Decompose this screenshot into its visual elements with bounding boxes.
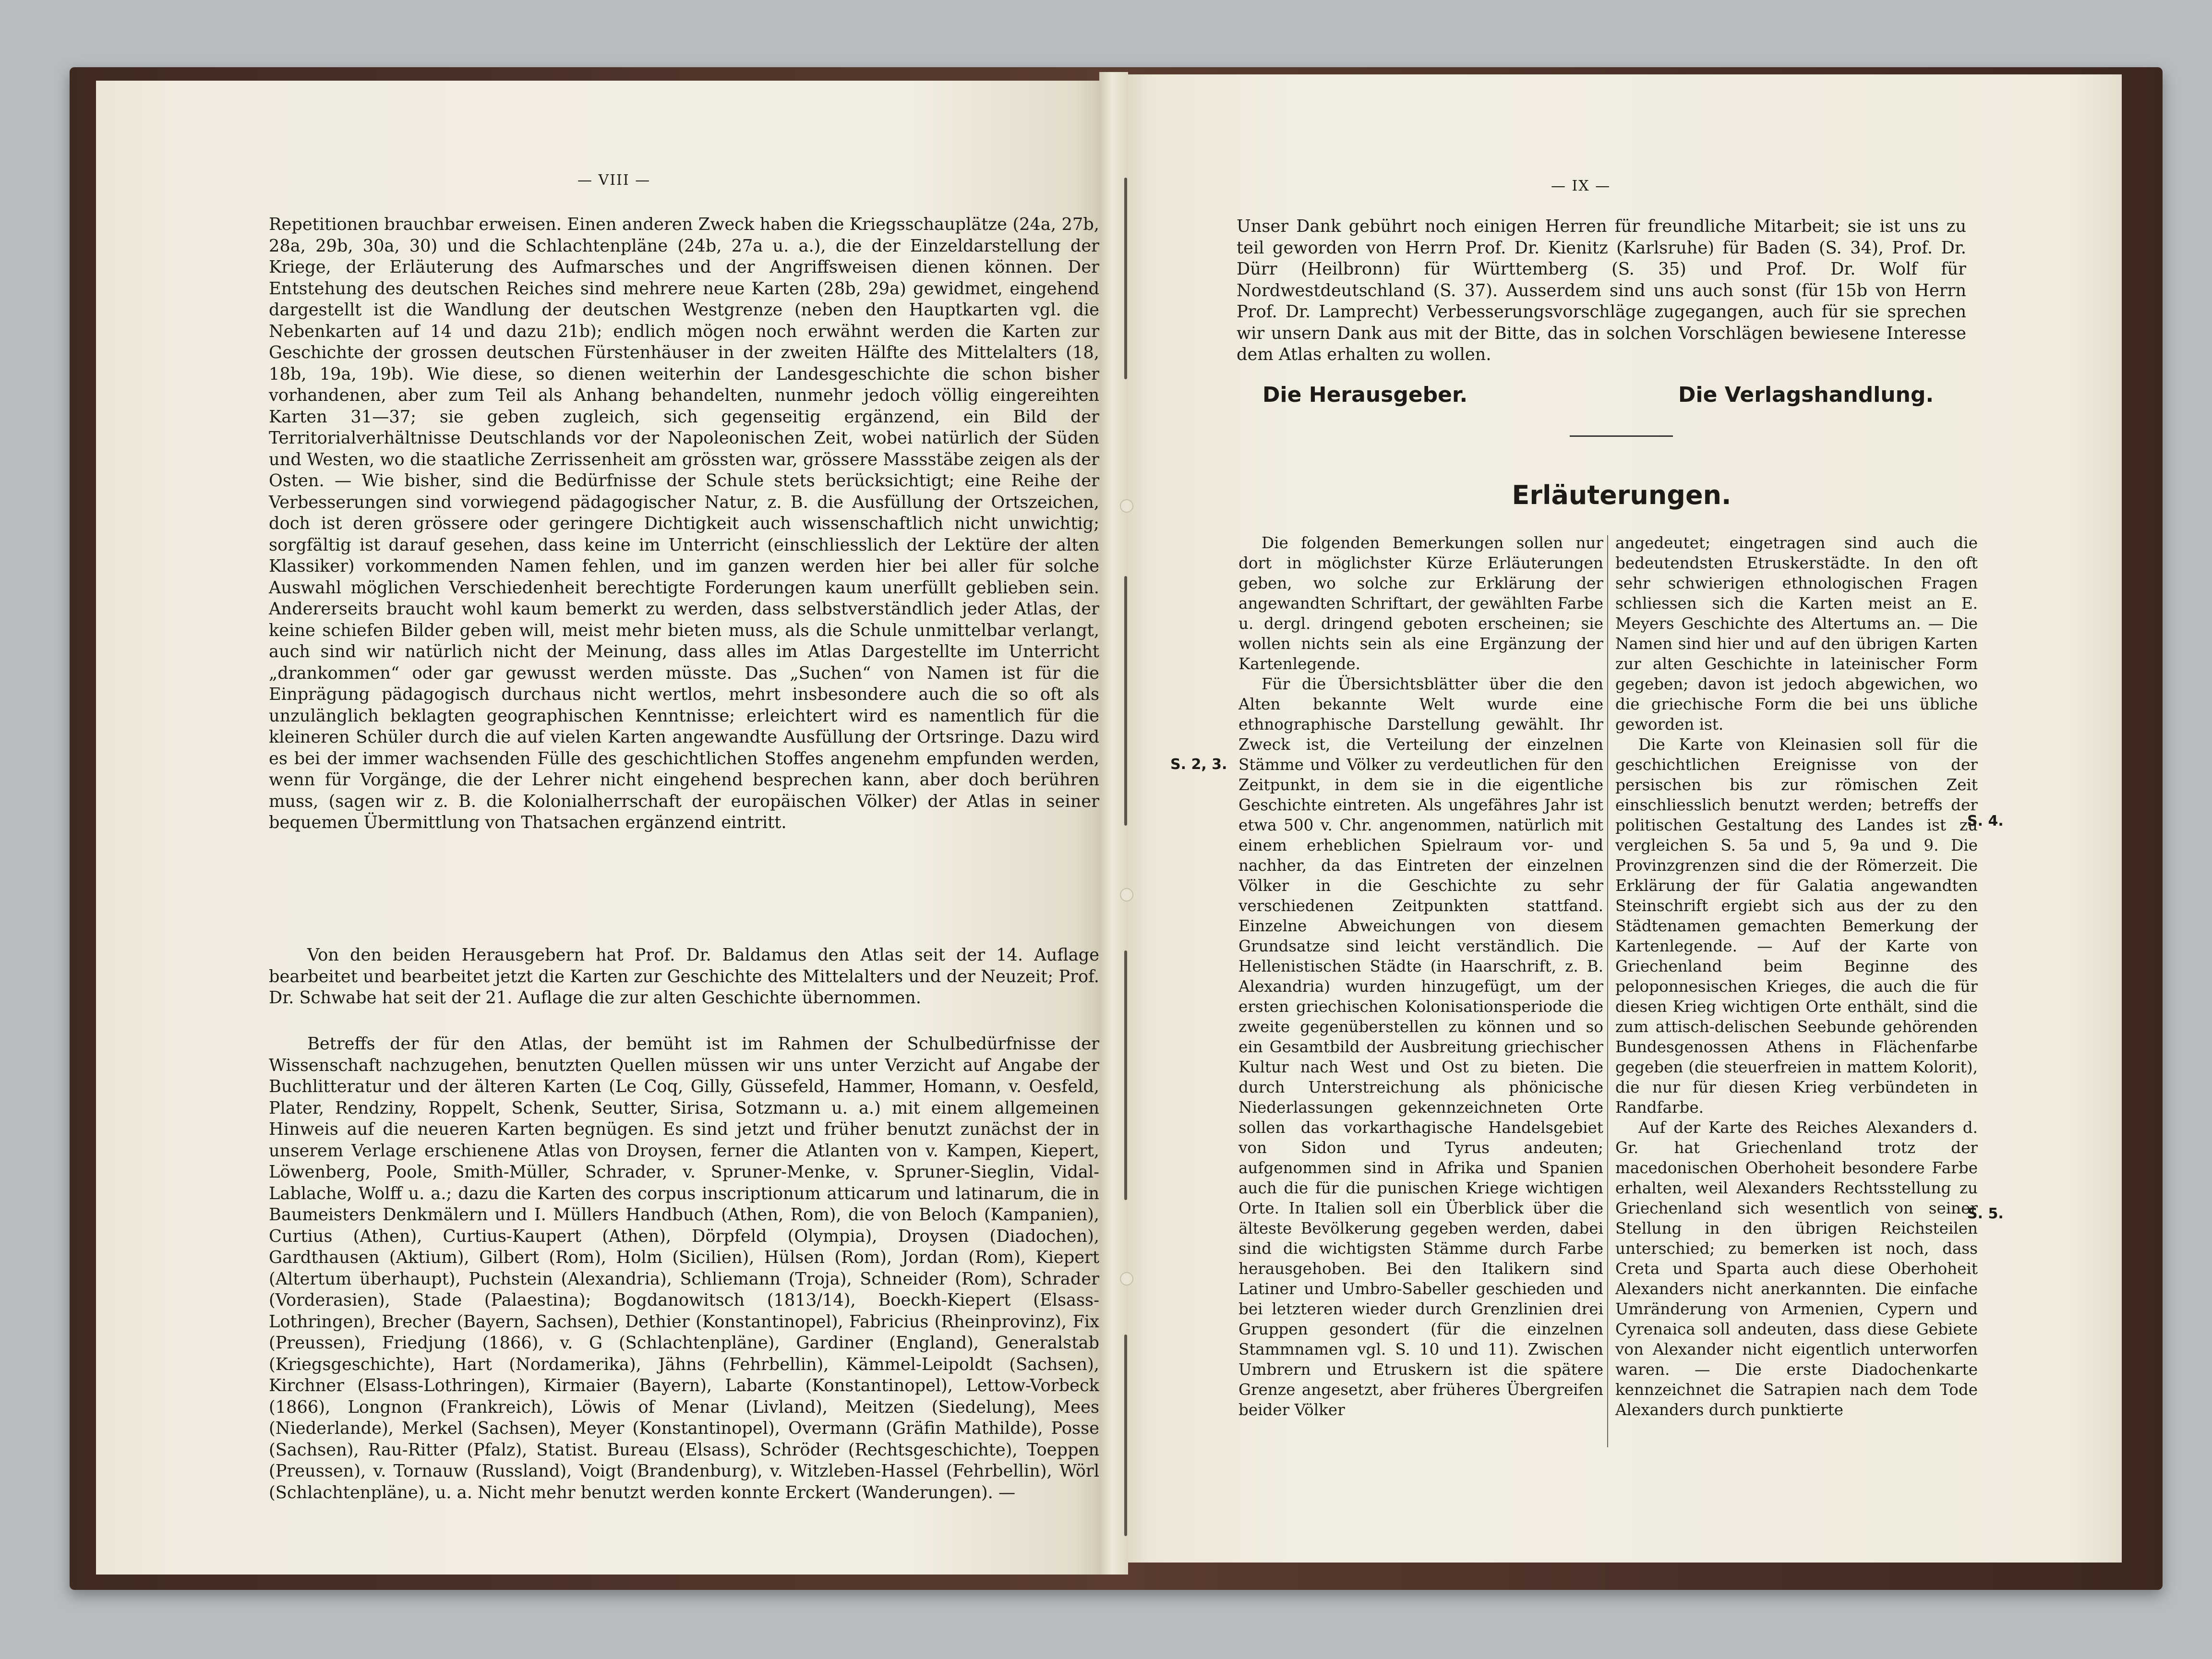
paragraph: angedeutet; eingetragen sind auch die bedeutendsten Etruskerstädte. In den oft sehr schwierigen ethnologischen Fragen schliessen sich die Karten meist an E. Meyers Geschichte des Altertums an. — Die Namen sind hier und auf den übrigen Karten zur alten Geschichte in lateinischer Form gegeben; davon ist jedoch abgewichen, wo die griechische Form die bei uns übliche geworden ist. (1615, 534, 1978, 733)
margin-note: S. 5. (1967, 1205, 2004, 1222)
paragraph: Auf der Karte des Reiches Alexanders d. Gr. hat Griechenland trotz der macedonischen Oberhoheit besondere Farbe erhalten, weil Alexanders Rechtsstellung zu Griechenland sich wesentlich von seiner Stellung in den übrigen Reichsteilen unterschied; zu bemerken ist noch, dass Creta und Sparta auch diese Oberhoheit Alexanders nicht anerkannten. Die einfache Umränderung von Armenien, Cypern und Cyrenaica soll andeuten, dass diese Gebiete von Alexander nicht eigentlich unterworfen waren. — Die erste Diadochenkarte kennzeichnet die Satrapien nach dem Tode Alexanders durch punktierte (1615, 1118, 1978, 1419)
right-page (1113, 74, 2122, 1563)
acknowledgement-paragraph: Unser Dank gebührt noch einigen Herren für freundliche Mitarbeit; sie ist uns zu teil geworden von Herrn Prof. Dr. Kienitz (Karlsruhe) für Baden (S. 34), Prof. Dr. Dürr (Heilbronn) für Württemberg (S. 35) und Prof. Dr. Wolf für Nordwestdeutschland (S. 37). Ausserdem sind uns auch sonst (für 15b von Herrn Prof. Dr. Lamprecht) Verbesserungsvorschläge zugegangen, auch für sie sprechen wir unsern Dank aus mit der Bitte, das in solchen Vorschlägen bewiesene Interesse dem Atlas erhalten zu wollen. (1237, 216, 1966, 364)
binding-thread (1124, 576, 1127, 826)
binding-hole (1120, 499, 1133, 513)
binding-thread (1124, 950, 1127, 1200)
binding-thread (1124, 1334, 1127, 1536)
binding-thread (1124, 178, 1127, 379)
text-column-right (1615, 533, 1978, 1420)
text-column-left (1238, 533, 1603, 1420)
margin-note: S. 2, 3. (1170, 756, 1227, 773)
binding-hole (1120, 1272, 1133, 1286)
paragraph: Von den beiden Herausgebern hat Prof. Dr. Baldamus den Atlas seit der 14. Auflage bearbeitet und bearbeitet jetzt die Karten zur Geschichte des Mittelalters und der Neuzeit; Prof. Dr. Schwabe hat seit der 21. Auflage die zur alten Geschichte übernommen. (269, 945, 1099, 1008)
section-heading: Erläuterungen. (1512, 480, 1731, 510)
paragraph: Für die Übersichtsblätter über die den Alten bekannte Welt wurde eine ethnographische Darstellung gewählt. Ihr Zweck ist, die Verteilung der einzelnen Stämme und Völker zu verdeutlichen für den Zeitpunkt, in dem sie in die eigentliche Geschichte eintreten. Als ungefähres Jahr ist etwa 500 v. Chr. angenommen, natürlich mit einem erheblichen Spielraum vor- und nachher, da das Eintreten der einzelnen Völker in die Geschichte zu sehr verschiedenen Zeitpunkten stattfand. Einzelne Abweichungen von diesem Grundsatze sind leicht verständlich. Die Hellenistischen Städte (in Haarschrift, z. B. Alexandria) wurden hinzugefügt, um der ersten griechischen Kolonisationsperiode die zweite gegenüberstellen zu können und so ein Gesamtbild der Ausbreitung griechischer Kultur nach West und Ost zu bieten. Die durch Unterstreichung als phönicische Niederlassungen gekennzeichneten Orte sollen das vorkarthagische Handelsgebiet von Sidon und Tyrus andeuten; aufgenommen sind in Afrika und Spanien auch die für die punischen Kriege wichtigen Orte. In Italien soll ein Überblick über die älteste Bevölkerung gegeben werden, dabei sind die wichtigsten Stämme durch Farbe herausgehoben. Bei den Italikern sind Latiner und Umbro-Sabeller geschieden und bei letzteren wieder durch Grenzlinien drei Gruppen gesondert (für die einzelnen Stammnamen vgl. S. 10 und 11). Zwischen Umbrern und Etruskern ist die spätere Grenze angesetzt, aber früheres Übergreifen beider Völker (1238, 675, 1603, 1419)
column-divider (1607, 535, 1608, 1447)
page-number: — VIII — (577, 172, 651, 189)
signature-publisher: Die Verlagshandlung. (1678, 383, 1934, 407)
signature-editors: Die Herausgeber. (1262, 383, 1468, 407)
page-number: — IX — (1551, 178, 1611, 194)
left-page (96, 81, 1104, 1575)
divider (1570, 435, 1673, 437)
binding-hole (1120, 888, 1133, 902)
paragraph: Repetitionen brauchbar erweisen. Einen anderen Zweck haben die Kriegsschauplätze (24a, 27b, 28a, 29b, 30a, 30) und die Schlachtenpläne (24b, 27a u. a.), die der Einzeldarstellung der Kriege, der Erläuterung des Aufmarsches und der Angriffsweisen dienen können. Der Entstehung des deutschen Reiches sind mehrere neue Karten (28b, 29a) gewidmet, eingehend dargestellt ist die Wandlung der deutschen Westgrenze (neben den Hauptkarten vgl. die Nebenkarten auf 14 und dazu 21b); endlich mögen noch erwähnt werden die Karten zur Geschichte der grossen deutschen Fürstenhäuser in der zweiten Hälfte des Mittelalters (18, 18b, 19a, 19b). Wie diese, so dienen weiterhin der Landesgeschichte die schon bisher vorhandenen, aber zum Teil als Anhang behandelten, nunmehr jedoch völlig eingereihten Karten 31—37; sie geben zugleich, sich gegenseitig ergänzend, ein Bild der Territorialverhältnisse Deutschlands vor der Napoleonischen Zeit, wobei natürlich der Süden und Westen, wo die staatliche Zerrissenheit am grössten war, grössere Massstäbe zeigen als der Osten. — Wie bisher, sind die Bedürfnisse der Schule stets berücksichtigt; eine Reihe der Verbesserungen sind vorwiegend pädagogischer Natur, z. B. die Ausfüllung der Ortszeichen, doch ist deren grössere oder geringere Dichtigkeit auch wissenschaftlich nicht unwichtig; sorgfältig ist darauf gesehen, dass keine im Unterricht (einschliesslich der Lektüre der alten Klassiker) vorkommenden Namen fehlen, und im ganzen werden hier bei aller für solche Auswahl möglichen Verschiedenheit berechtigte Forderungen kaum unerfüllt geblieben sein. Andererseits braucht wohl kaum bemerkt zu werden, dass selbstverständlich jeder Atlas, der keine schiefen Bilder geben will, meist mehr bieten muss, als die Schule unmittelbar verlangt, auch sind wir natürlich nicht der Meinung, dass alles im Atlas Dargestellte im Unterricht „drankommen“ oder gar gewusst werden müsste. Das „Suchen“ von Namen ist für die Einprägung pädagogisch durchaus nicht wertlos, mehrt insbesondere auch die so oft als unzulänglich beklagten geographischen Kenntnisse; erleichtert wird es namentlich für die kleineren Schüler durch die auf vielen Karten angewandte Ausfüllung der Ortsringe. Dazu wird es bei der immer wachsenden Fülle des geschichtlichen Stoffes angenehm empfunden werden, wenn für Vorgänge, die der Lehrer nicht eingehend besprechen kann, aber doch berühren muss, (sagen wir z. B. die Kolonialherrschaft der europäischen Völker) der Atlas in seiner bequemen Übermittlung von Thatsachen ergänzend eintritt. (269, 215, 1099, 832)
book-gutter (1099, 72, 1128, 1575)
margin-note: S. 4. (1967, 813, 2004, 830)
paragraph: Die Karte von Kleinasien soll für die geschichtlichen Ereignisse von der persischen bis zur römischen Zeit einschliesslich benutzt werden; betreffs der politischen Gestaltung des Landes ist zu vergleichen S. 5a und 5, 9a und 9. Die Provinzgrenzen sind die der Römerzeit. Die Erklärung der für Galatia angewandten Steinschrift ergiebt sich aus der zu den Städtenamen gemachten Bemerkung der Kartenlegende. — Auf der Karte von Griechenland beim Beginne des peloponnesischen Krieges, die auch die für diesen Krieg wichtigen Orte enthält, sind die zum attisch-delischen Seebunde gehörenden Bundesgenossen Athens in Flächenfarbe gegeben (die steuerfreien in mattem Kolorit), die nur für diesen Krieg verbündeten in Randfarbe. (1615, 735, 1978, 1117)
paragraph: Betreffs der für den Atlas, der bemüht ist im Rahmen der Schulbedürfnisse der Wissenschaft nachzugehen, benutzten Quellen müssen wir uns unter Verzicht auf Angabe der Buchlitteratur und der älteren Karten (Le Coq, Gilly, Güssefeld, Hammer, Homann, v. Oesfeld, Plater, Rendziny, Roppelt, Schenk, Seutter, Sirisa, Sotzmann u. a.) mit einem allgemeinen Hinweis auf die neueren Karten begnügen. Es sind jetzt und früher benutzt zunächst der in unserem Verlage erschienene Atlas von Droysen, ferner die Atlanten von v. Kampen, Kiepert, Löwenberg, Poole, Smith-Müller, Schrader, v. Spruner-Menke, v. Spruner-Sieglin, Vidal-Lablache, Wolff u. a.; dazu die Karten des corpus inscriptionum atticarum und latinarum, die in Baumeisters Denkmälern und I. Müllers Handbuch (Athen, Rom), die von Beloch (Kampanien), Curtius (Athen), Curtius-Kaupert (Athen), Dörpfeld (Olympia), Droysen (Diadochen), Gardthausen (Aktium), Gilbert (Rom), Holm (Sicilien), Hülsen (Rom), Jordan (Rom), Kiepert (Altertum überhaupt), Puchstein (Alexandria), Schliemann (Troja), Schneider (Rom), Schrader (Vorderasien), Stade (Palaestina); Bogdanowitsch (1813/14), Boeckh-Kiepert (Elsass-Lothringen), Brecher (Bayern, Sachsen), Dethier (Konstantinopel), Fabricius (Rheinprovinz), Fix (Preussen), Friedjung (1866), v. G (Schlachtenpläne), Gardiner (England), Generalstab (Kriegsgeschichte), Hart (Nordamerika), Jähns (Fehrbellin), Kämmel-Leipoldt (Sachsen), Kirchner (Elsass-Lothringen), Kirmaier (Bayern), Labarte (Konstantinopel), Lettow-Vorbeck (1866), Longnon (Frankreich), Löwis of Menar (Livland), Meitzen (Siedelung), Mees (Niederlande), Merkel (Sachsen), Meyer (Konstantinopel), Overmann (Gräfin Mathilde), Posse (Sachsen), Rau-Ritter (Pfalz), Statist. Bureau (Elsass), Schröder (Rechtsgeschichte), Toeppen (Preussen), v. Tornauw (Russland), Voigt (Brandenburg), v. Witzleben-Hassel (Fehrbellin), Wörl (Schlachtenpläne), u. a. Nicht mehr benutzt werden konnte Erckert (Wanderungen). — (269, 1034, 1099, 1503)
paragraph: Die folgenden Bemerkungen sollen nur dort in möglichster Kürze Erläuterungen geben, wo solche zur Erklärung der angewandten Schriftart, der gewählten Farbe u. dergl. dringend geboten erscheinen; sie wollen nichts sein als eine Ergänzung der Kartenlegende. (1238, 534, 1603, 673)
